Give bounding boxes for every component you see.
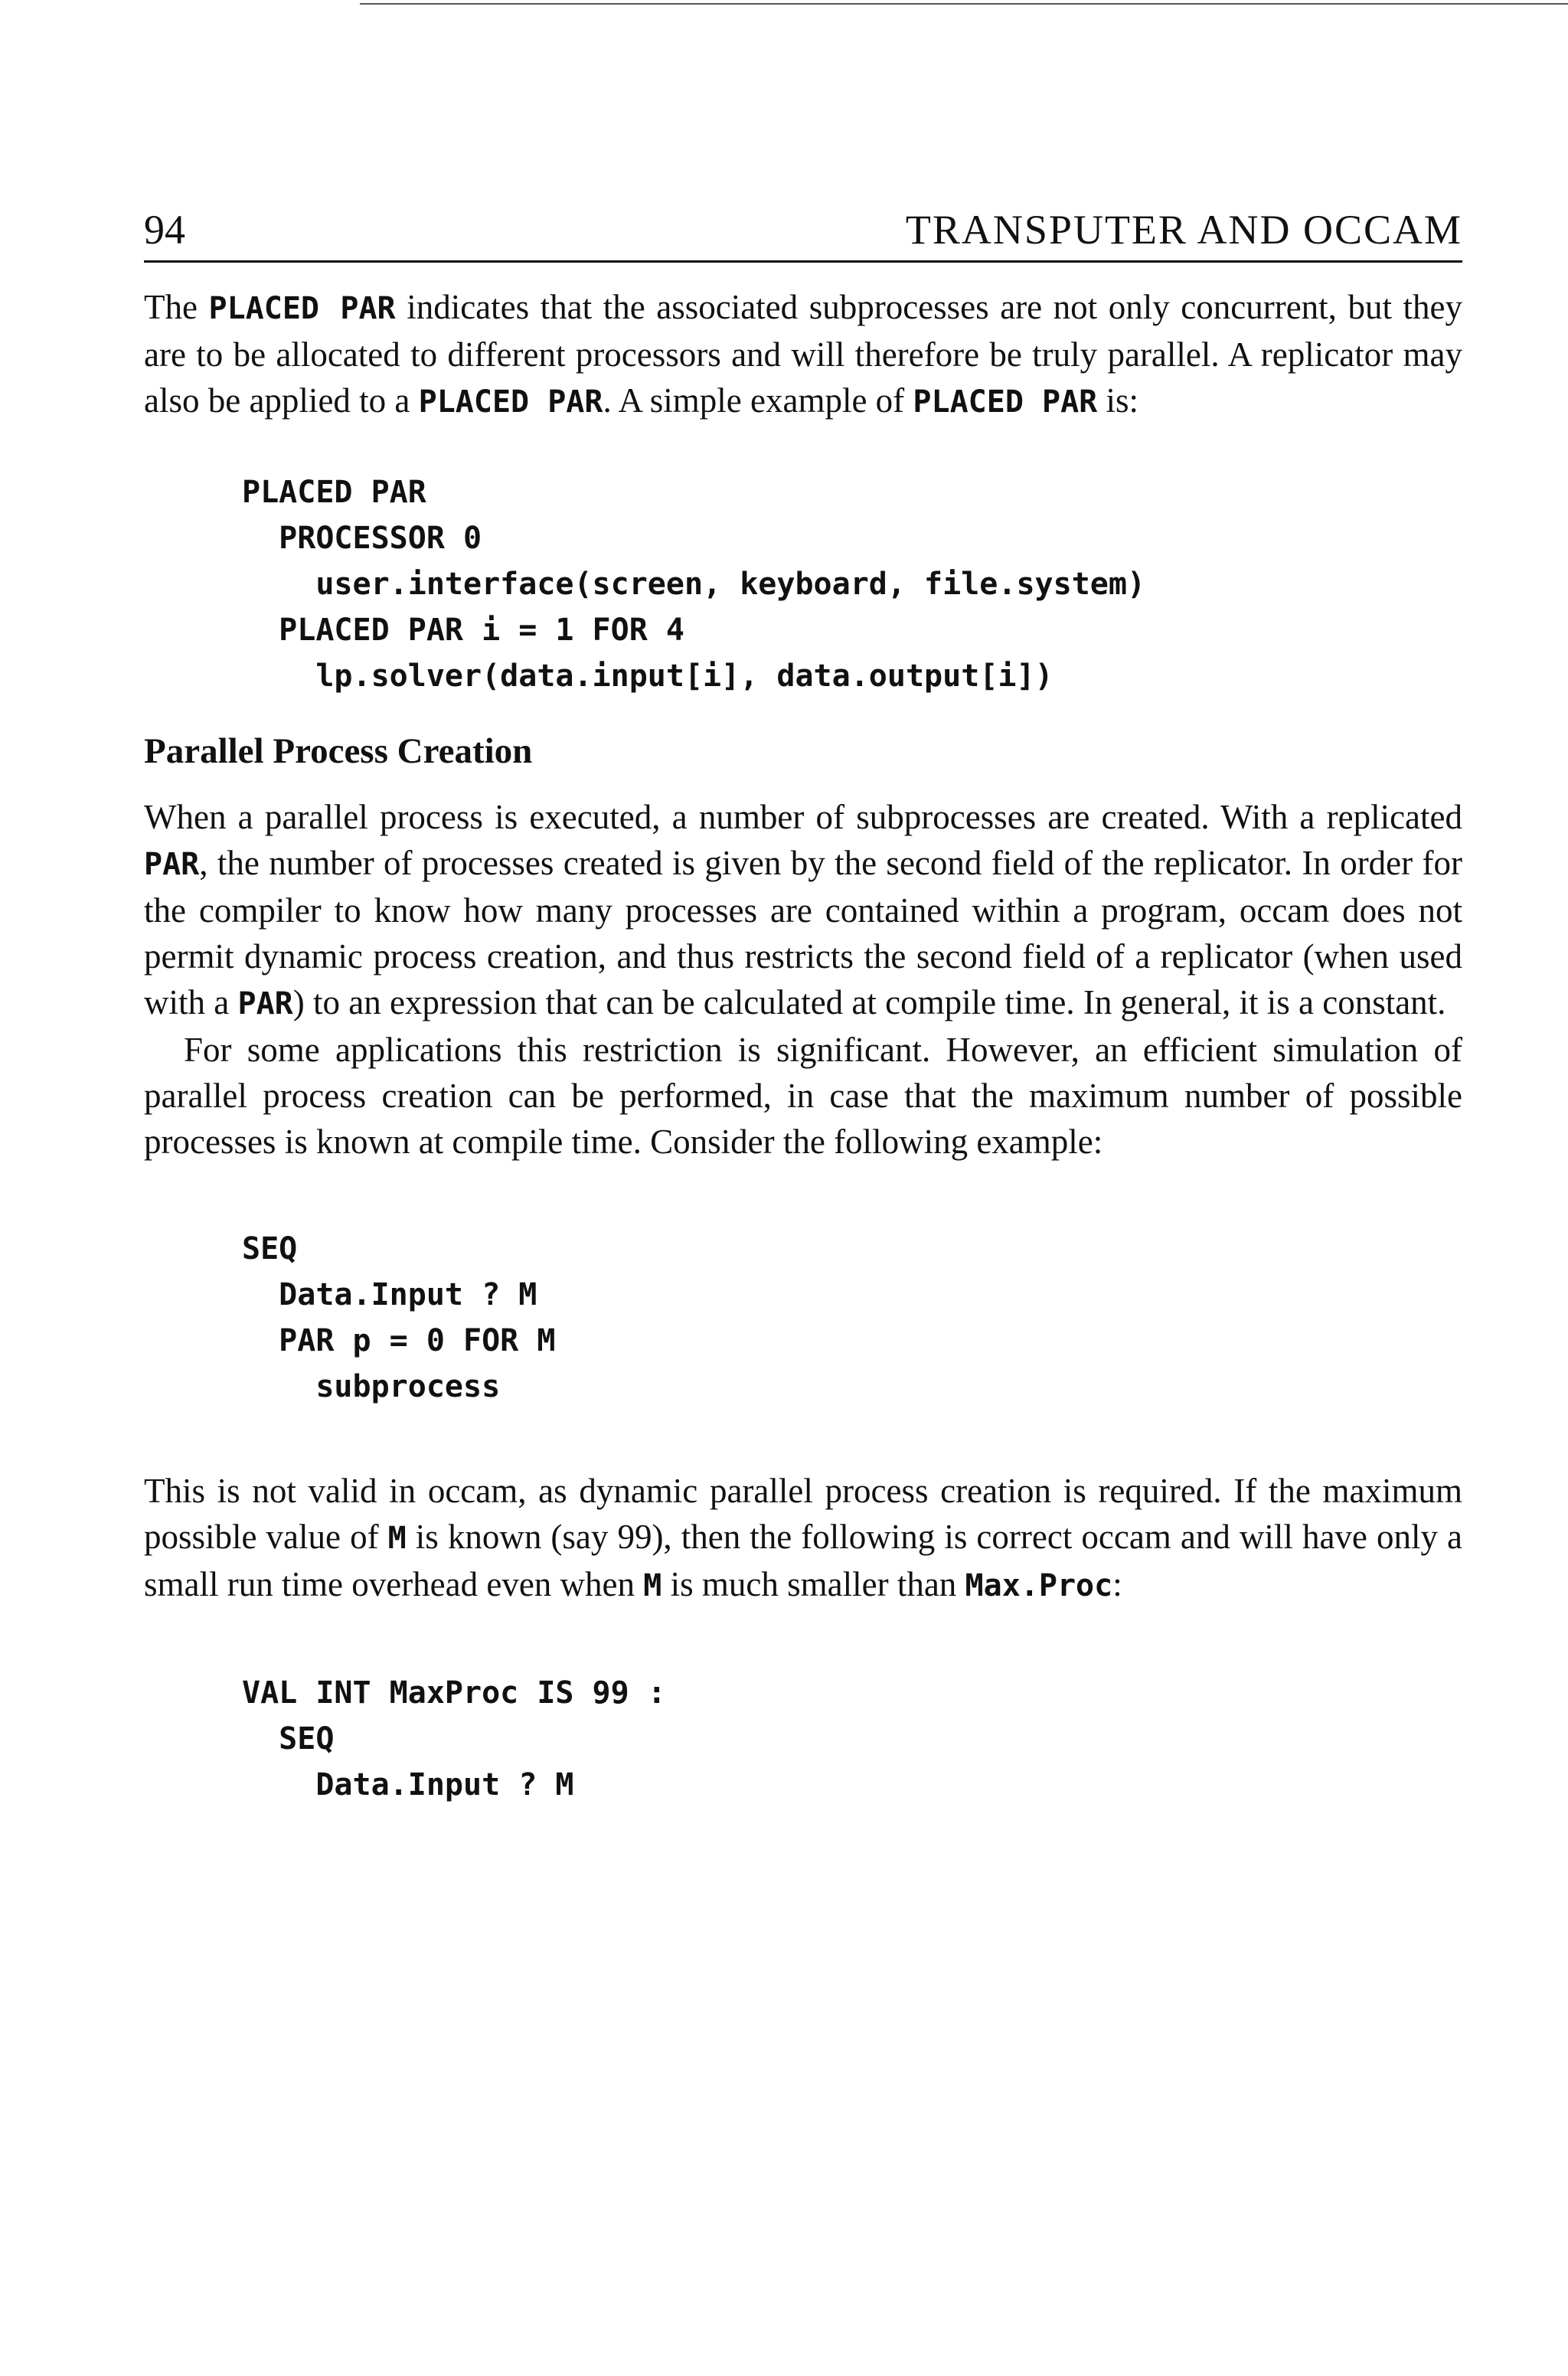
page-number: 94 [144,207,185,253]
book-page [144,199,1462,1808]
para4-keyword-1: M [387,1521,407,1556]
intro-paragraph [144,284,1462,425]
code-block-dynamic-par: SEQ Data.Input ? M PAR p = 0 FOR M subprocess [242,1231,556,1404]
para2-keyword-2: PAR [237,986,293,1021]
para4-text-4: : [1112,1565,1122,1603]
para4-text-1: This is not valid in occam, as dynamic parallel process creation is required. If the maximum possible value of [144,1472,1462,1556]
para2-keyword-1: PAR [144,847,200,882]
running-title: TRANSPUTER AND OCCAM [905,207,1462,253]
process-creation-paragraph [144,794,1462,1027]
intro-text-1: The [144,288,209,326]
para4-text-3: is much smaller than [662,1565,965,1603]
intro-text-3: . A simple example of [603,381,913,420]
intro-keyword-3: PLACED PAR [913,384,1098,420]
section-heading: Parallel Process Creation [144,731,533,771]
intro-keyword-1: PLACED PAR [208,291,396,326]
para2-text-1: When a parallel process is executed, a number of subprocesses are created. With a replicated [144,798,1462,836]
code-block-placed-par: PLACED PAR PROCESSOR 0 user.interface(screen, keyboard, file.system) PLACED PAR i = 1 FOR 4 lp.solver(data.input[i], data.output[i]) [242,475,1146,694]
validity-paragraph [144,1468,1462,1609]
scan-top-rule [360,3,1568,5]
para2-text-2: , the number of processes created is given by the second field of the replicator. In order for the compiler to know how many processes are contained within a program, occam does not permit dynamic process creation, and thus restricts the second field of a replicator (when used with a [144,844,1462,1021]
running-header [144,199,1462,263]
para4-keyword-2: M [643,1568,662,1603]
para4-text-2: is known (say 99), then the following is correct occam and will have only a small run time overhead even when [144,1518,1463,1603]
para4-keyword-3: Max.Proc [965,1568,1113,1603]
intro-text-2: indicates that the associated subprocesses are not only concurrent, but they are to be allocated to different processors and will therefore be truly parallel. A replicator may also be applied to a [144,288,1462,420]
restriction-paragraph: For some applications this restriction is significant. However, an efficient simulation of parallel process creation can be performed, in case that the maximum number of possible processes is known at compile time. Consider the following example: [144,1031,1462,1161]
intro-text-4: is: [1097,381,1139,420]
intro-keyword-2: PLACED PAR [418,384,603,420]
code-block-maxproc: VAL INT MaxProc IS 99 : SEQ Data.Input ? M [242,1675,666,1802]
para2-text-3: ) to an expression that can be calculated at compile time. In general, it is a constant. [292,983,1446,1021]
